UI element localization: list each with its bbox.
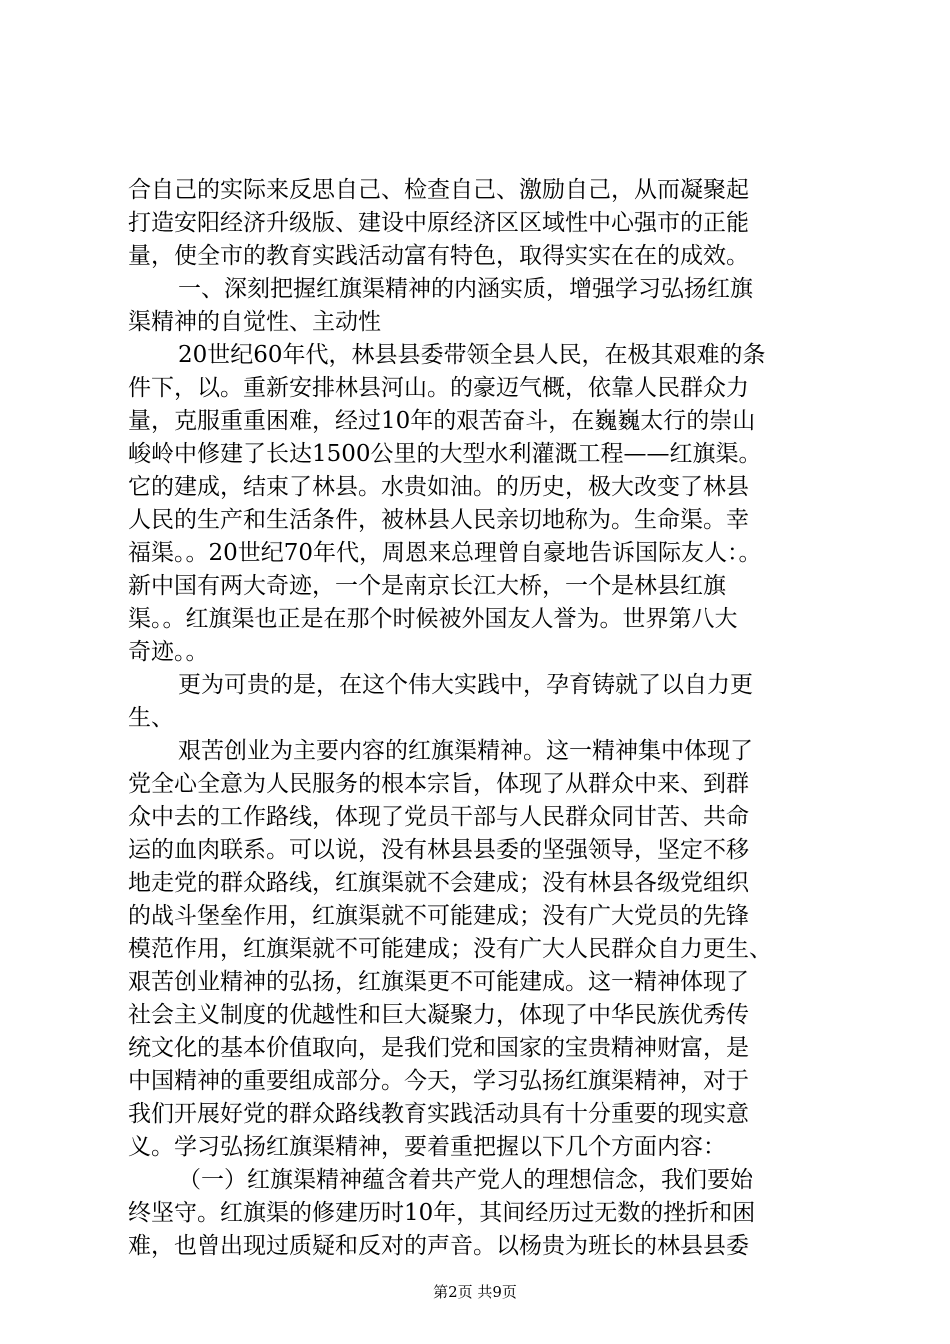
body-text [128, 174, 828, 1263]
text-line: 党全心全意为人民服务的根本宗旨，体现了从群众中来、到群 [128, 771, 749, 797]
text-line: 模范作用，红旗渠就不可能建成；没有广大人民群众自力更生、 [128, 936, 772, 962]
text-line: 更为可贵的是，在这个伟大实践中，孕育铸就了以自力更 [178, 672, 753, 698]
text-line: 难，也曾出现过质疑和反对的声音。以杨贵为班长的林县县委 [128, 1233, 749, 1259]
section-heading-line: 一、深刻把握红旗渠精神的内涵实质，增强学习弘扬红旗 [178, 276, 753, 302]
text-line: 运的血肉联系。可以说，没有林县县委的坚强领导，坚定不移 [128, 837, 749, 863]
text-line: 奇迹。。 [128, 639, 209, 665]
text-line: 社会主义制度的优越性和巨大凝聚力，体现了中华民族优秀传 [128, 1002, 749, 1028]
text-line: 福渠。。20世纪70年代，周恩来总理曾自豪地告诉国际友人：。 [128, 540, 762, 566]
text-line: 量，使全市的教育实践活动富有特色，取得实实在在的成效。 [128, 243, 749, 269]
text-line: 统文化的基本价值取向，是我们党和国家的宝贵精神财富，是 [128, 1035, 749, 1061]
section-heading-line: 渠精神的自觉性、主动性 [128, 309, 381, 335]
text-line: 件下，以。重新安排林县河山。的豪迈气概，依靠人民群众力 [128, 375, 749, 401]
text-line: 打造安阳经济升级版、建设中原经济区区域性中心强市的正能 [128, 210, 749, 236]
text-line: 地走党的群众路线，红旗渠就不会建成；没有林县各级党组织 [128, 870, 749, 896]
text-line: 合自己的实际来反思自己、检查自己、激励自己，从而凝聚起 [128, 177, 749, 203]
text-line: 艰苦创业精神的弘扬，红旗渠更不可能建成。这一精神体现了 [128, 969, 749, 995]
text-line: 众中去的工作路线，体现了党员干部与人民群众同甘苦、共命 [128, 804, 749, 830]
text-line: 峻岭中修建了长达1500公里的大型水利灌溉工程——红旗渠。 [128, 441, 762, 467]
text-line: 终坚守。红旗渠的修建历时10年，其间经历过无数的挫折和困 [128, 1200, 756, 1226]
text-line: 生、 [128, 705, 174, 731]
subsection-line: （一）红旗渠精神蕴含着共产党人的理想信念，我们要始 [178, 1167, 753, 1193]
text-line: 的战斗堡垒作用，红旗渠就不可能建成；没有广大党员的先锋 [128, 903, 749, 929]
text-line: 它的建成，结束了林县。水贵如油。的历史，极大改变了林县 [128, 474, 749, 500]
text-line: 我们开展好党的群众路线教育实践活动具有十分重要的现实意 [128, 1101, 749, 1127]
text-line: 渠。。红旗渠也正是在那个时候被外国友人誉为。世界第八大 [128, 606, 738, 632]
text-line: 中国精神的重要组成部分。今天，学习弘扬红旗渠精神，对于 [128, 1068, 749, 1094]
text-line: 人民的生产和生活条件，被林县人民亲切地称为。生命渠。幸 [128, 507, 749, 533]
text-line: 义。学习弘扬红旗渠精神，要着重把握以下几个方面内容： [128, 1134, 726, 1160]
page-number-footer: 第2页 共9页 [433, 1283, 517, 1301]
text-line: 艰苦创业为主要内容的红旗渠精神。这一精神集中体现了 [178, 738, 753, 764]
text-line: 20世纪60年代，林县县委带领全县人民，在极其艰难的条 [178, 342, 766, 368]
text-line: 量，克服重重困难，经过10年的艰苦奋斗，在巍巍太行的崇山 [128, 408, 756, 434]
text-line: 新中国有两大奇迹，一个是南京长江大桥，一个是林县红旗 [128, 573, 726, 599]
